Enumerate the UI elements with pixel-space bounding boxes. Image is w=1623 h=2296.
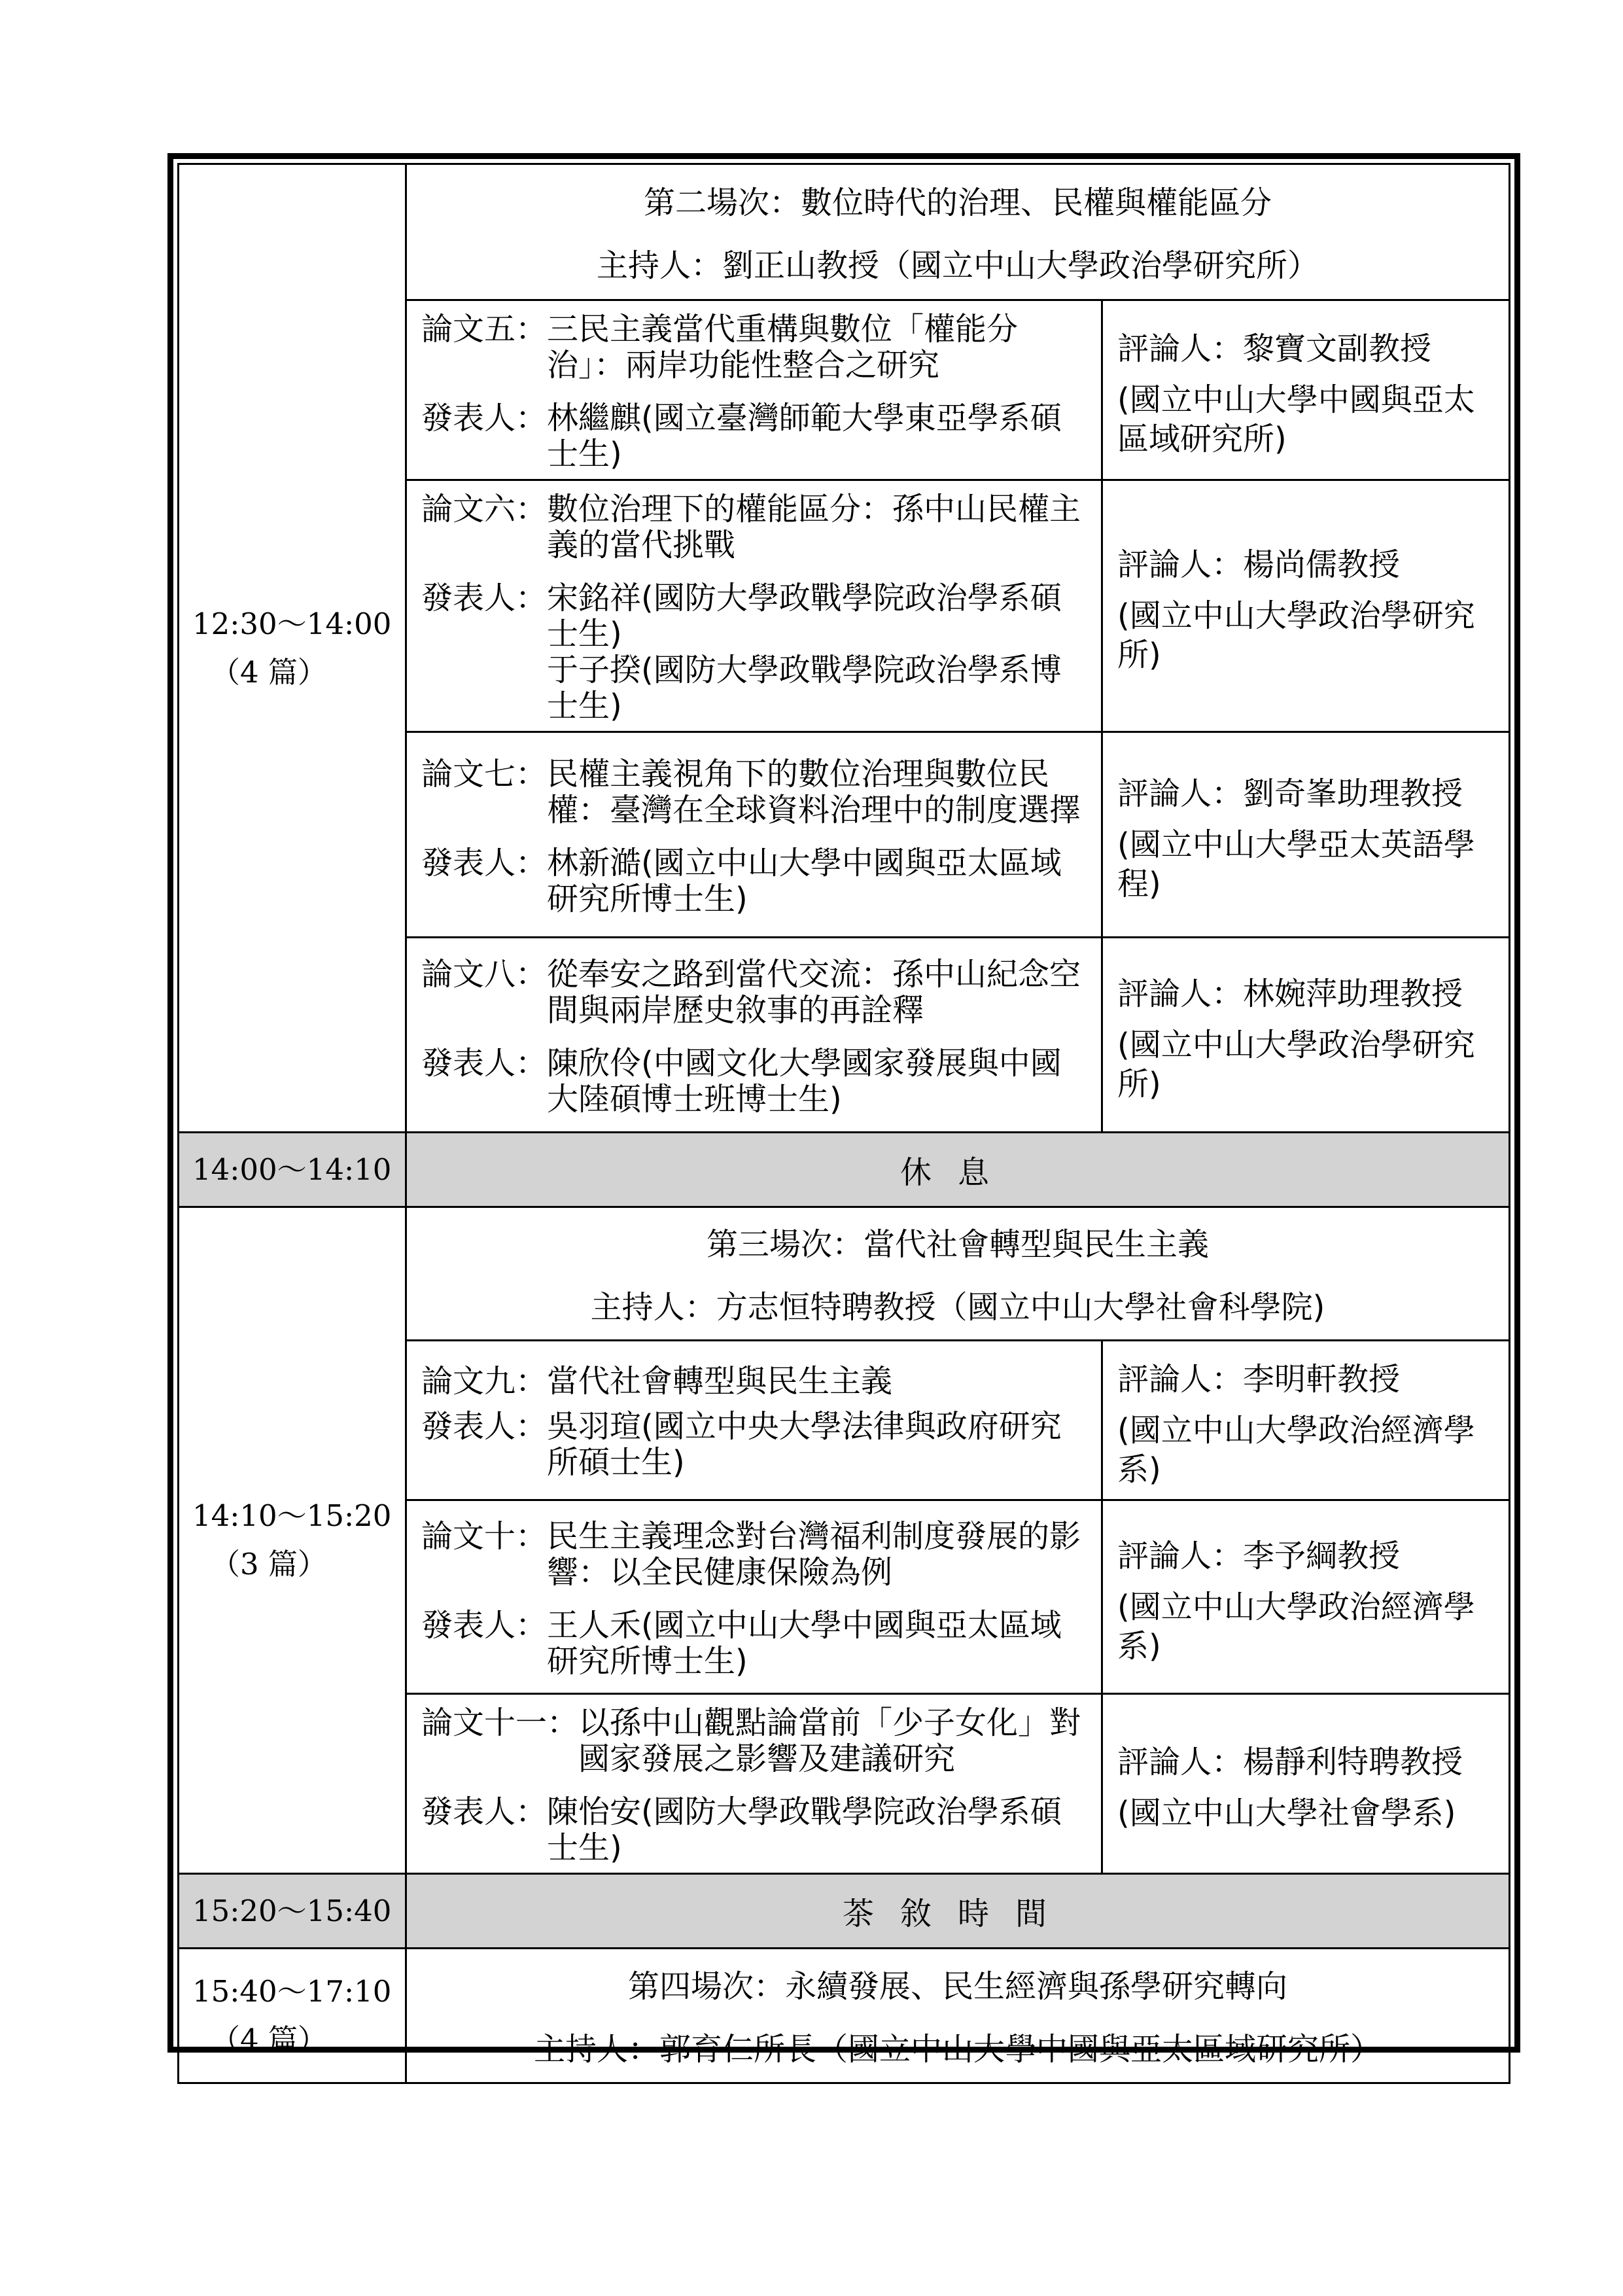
paper-title: 三民主義當代重構與數位「權能分治」：兩岸功能性整合之研究 — [547, 311, 1019, 383]
paper-title: 數位治理下的權能區分：孫中山民權主義的當代挑戰 — [547, 491, 1081, 563]
paper-title: 民生主義理念對台灣福利制度發展的影響：以全民健康保險為例 — [547, 1517, 1081, 1591]
paper-title: 從奉安之路到當代交流：孫中山紀念空間與兩岸歷史敘事的再詮釋 — [547, 955, 1081, 1029]
presenter-label: 發表人： — [421, 400, 548, 436]
presenter-2: 于子揆(國防大學政戰學院政治學系博士生) — [547, 652, 1062, 724]
presenter-label: 發表人： — [421, 1408, 548, 1445]
discussant: 評論人：劉奇峯助理教授 — [1117, 775, 1463, 812]
time-range: 15:40～17:10 — [192, 1973, 392, 2009]
session-3-header — [406, 1207, 1510, 1341]
paper-label: 論文五： — [421, 311, 548, 347]
paper-label: 論文八： — [421, 955, 548, 993]
paper-label: 論文十： — [421, 1517, 548, 1555]
discussant: 評論人：黎寶文副教授 — [1117, 330, 1432, 367]
paper-label: 論文九： — [421, 1363, 548, 1400]
discussant-cell — [1102, 732, 1510, 938]
session-host: 主持人：方志恒特聘教授（國立中山大學社會科學院) — [590, 1288, 1325, 1326]
schedule-frame — [167, 153, 1520, 2068]
session-title: 第三場次：當代社會轉型與民生主義 — [706, 1226, 1209, 1263]
discussant-affiliation: (國立中山大學政治學研究所) — [1117, 597, 1475, 673]
discussant-cell — [1102, 480, 1510, 732]
time-cell-session-4 — [179, 1949, 406, 2083]
break-time: 14:00～14:10 — [179, 1133, 406, 1207]
discussant-affiliation: (國立中山大學亞太英語學程) — [1117, 826, 1475, 902]
paper-count: （4 篇） — [211, 2022, 327, 2057]
paper-cell — [406, 480, 1102, 732]
presenter: 陳欣伶(中國文化大學國家發展與中國大陸碩博士班博士生) — [547, 1044, 1062, 1118]
presenter-label: 發表人： — [421, 1044, 548, 1082]
session-title: 第四場次：永續發展、民生經濟與孫學研究轉向 — [627, 1968, 1287, 2005]
time-range: 12:30～14:00 — [192, 606, 392, 641]
schedule-table — [177, 163, 1510, 2084]
presenter: 宋銘祥(國防大學政戰學院政治學系碩士生) — [547, 580, 1062, 652]
time-range: 14:10～15:20 — [192, 1498, 392, 1533]
discussant: 評論人：楊尚儒教授 — [1117, 546, 1401, 583]
discussant-affiliation: (國立中山大學政治經濟學系) — [1117, 1588, 1475, 1665]
discussant: 評論人：李予綱教授 — [1117, 1537, 1401, 1574]
paper-title: 當代社會轉型與民生主義 — [547, 1363, 893, 1400]
discussant-cell — [1102, 1341, 1510, 1500]
presenter-label: 發表人： — [421, 1793, 548, 1830]
session-host: 主持人：郭育仁所長（國立中山大學中國與亞太區域研究所） — [533, 2030, 1382, 2068]
presenter-label: 發表人： — [421, 1606, 548, 1644]
paper-cell — [406, 1694, 1102, 1874]
break-row — [179, 1874, 1510, 1949]
session-host: 主持人：劉正山教授（國立中山大學政治學研究所） — [596, 247, 1319, 284]
discussant-affiliation: (國立中山大學中國與亞太區域研究所) — [1117, 381, 1475, 457]
paper-cell — [406, 1500, 1102, 1694]
paper-title: 以孫中山觀點論當前「少子女化」對國家發展之影響及建議研究 — [578, 1704, 1081, 1777]
paper-title: 民權主義視角下的數位治理與數位民權：臺灣在全球資料治理中的制度選擇 — [547, 755, 1081, 828]
break-row — [179, 1133, 1510, 1207]
time-cell-session-2 — [179, 164, 406, 1133]
presenter: 王人禾(國立中山大學中國與亞太區域研究所博士生) — [547, 1606, 1062, 1680]
paper-label: 論文十一： — [421, 1704, 579, 1741]
presenter: 林新澔(國立中山大學中國與亞太區域研究所博士生) — [547, 844, 1062, 917]
discussant-cell — [1102, 300, 1510, 480]
break-time: 15:20～15:40 — [179, 1874, 406, 1949]
presenter: 陳怡安(國防大學政戰學院政治學系碩士生) — [547, 1793, 1062, 1866]
presenter: 林繼麒(國立臺灣師範大學東亞學系碩士生) — [547, 400, 1062, 472]
session-2-header — [406, 164, 1510, 300]
discussant: 評論人：李明軒教授 — [1117, 1360, 1401, 1398]
discussant-affiliation: (國立中山大學社會學系) — [1117, 1795, 1456, 1831]
paper-cell — [406, 732, 1102, 938]
discussant-affiliation: (國立中山大學政治經濟學系) — [1117, 1411, 1475, 1488]
presenter-label: 發表人： — [421, 844, 548, 881]
paper-cell — [406, 1341, 1102, 1500]
presenter-label: 發表人： — [421, 580, 548, 616]
discussant-cell — [1102, 1694, 1510, 1874]
presenter: 吳羽瑄(國立中央大學法律與政府研究所碩士生) — [547, 1408, 1062, 1481]
paper-label: 論文六： — [421, 491, 548, 527]
discussant-cell — [1102, 938, 1510, 1133]
session-title: 第二場次：數位時代的治理、民權與權能區分 — [643, 184, 1272, 221]
break-label: 休息 — [406, 1133, 1510, 1207]
session-4-header — [406, 1949, 1510, 2083]
discussant-cell — [1102, 1500, 1510, 1694]
paper-count: （4 篇） — [211, 654, 327, 690]
paper-count: （3 篇） — [211, 1547, 327, 1581]
discussant: 評論人：楊靜利特聘教授 — [1117, 1744, 1463, 1780]
discussant: 評論人：林婉萍助理教授 — [1117, 975, 1463, 1012]
discussant-affiliation: (國立中山大學政治學研究所) — [1117, 1026, 1475, 1103]
break-label: 茶敘時間 — [406, 1874, 1510, 1949]
paper-cell — [406, 300, 1102, 480]
paper-label: 論文七： — [421, 755, 548, 792]
time-cell-session-3 — [179, 1207, 406, 1874]
paper-cell — [406, 938, 1102, 1133]
